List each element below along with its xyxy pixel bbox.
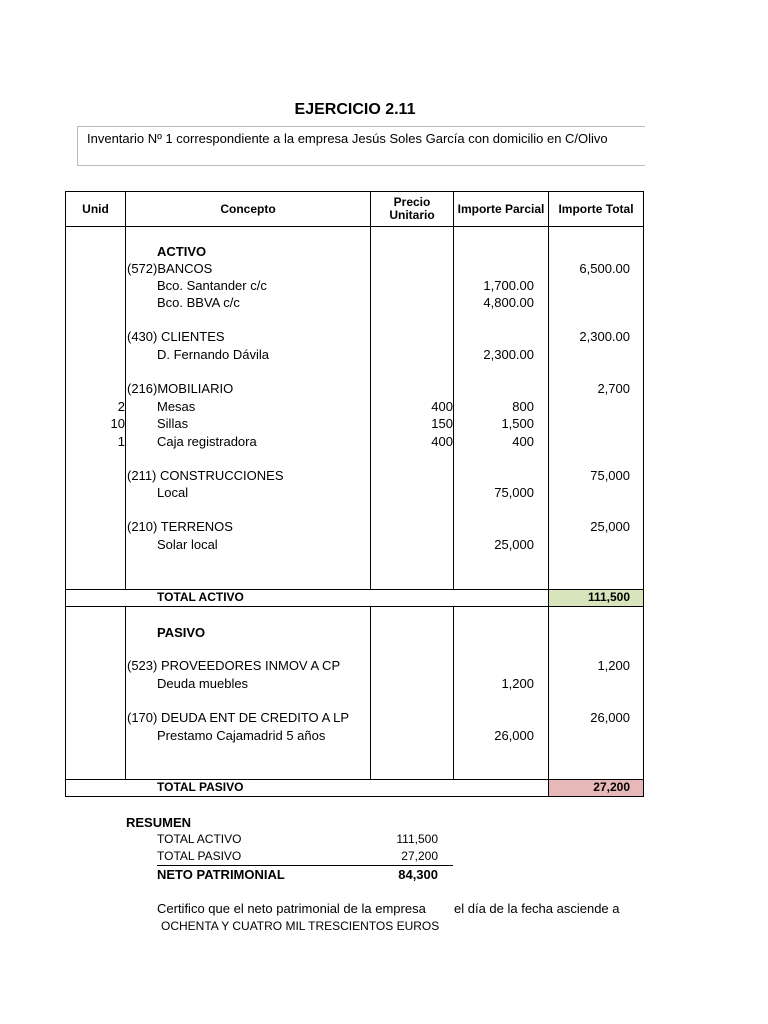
- account-terrenos: (210) TERRENOS: [127, 519, 233, 534]
- certificado-text-2: el día de la fecha asciende a: [454, 901, 620, 916]
- item-sillas: Sillas: [157, 416, 189, 431]
- total-clientes: 2,300.00: [579, 329, 630, 344]
- total-deuda-credito: 26,000: [590, 710, 630, 725]
- parcial-solar-local: 25,000: [494, 537, 534, 552]
- item-santander: Bco. Santander c/c: [157, 278, 267, 293]
- inventory-header-text: Inventario Nº 1 correspondiente a la empresa Jesús Soles García con domicilio en C/Olivo: [87, 131, 608, 146]
- account-construcciones: (211) CONSTRUCCIONES: [127, 468, 284, 483]
- total-pasivo-value: 27,200: [593, 780, 630, 794]
- neto-patrimonial-label: NETO PATRIMONIAL: [157, 867, 285, 882]
- total-proveedores: 1,200: [597, 658, 630, 673]
- total-pasivo-label: TOTAL PASIVO: [157, 780, 244, 794]
- item-bbva: Bco. BBVA c/c: [157, 295, 240, 310]
- column-header-importe-total: Importe Total: [558, 201, 634, 216]
- account-proveedores: (523) PROVEEDORES INMOV A CP: [127, 658, 341, 673]
- precio-mesas: 400: [431, 399, 453, 414]
- account-clientes: (430) CLIENTES: [127, 329, 225, 344]
- pasivo-heading: PASIVO: [157, 625, 206, 640]
- item-fernando: D. Fernando Dávila: [157, 347, 269, 362]
- total-activo-label: TOTAL ACTIVO: [157, 590, 244, 604]
- resumen-pasivo-label: TOTAL PASIVO: [157, 849, 242, 863]
- resumen-activo-label: TOTAL ACTIVO: [157, 832, 242, 846]
- item-solar-local: Solar local: [157, 537, 218, 552]
- parcial-caja: 400: [512, 434, 534, 449]
- parcial-deuda-muebles: 1,200: [501, 676, 534, 691]
- parcial-bbva: 4,800.00: [483, 295, 534, 310]
- unid-caja: 1: [117, 434, 125, 449]
- certificado-text-1: Certifico que el neto patrimonial de la empresa: [157, 901, 426, 916]
- total-activo-value: 111,500: [587, 590, 630, 604]
- account-deuda-credito: (170) DEUDA ENT DE CREDITO A LP: [127, 710, 350, 725]
- resumen-pasivo-value: 27,200: [401, 849, 438, 863]
- parcial-fernando: 2,300.00: [483, 347, 534, 362]
- item-caja-registradora: Caja registradora: [157, 434, 257, 449]
- unid-sillas: 10: [110, 416, 125, 431]
- neto-patrimonial-value: 84,300: [398, 867, 438, 882]
- parcial-sillas: 1,500: [501, 416, 534, 431]
- item-prestamo: Prestamo Cajamadrid 5 años: [157, 728, 326, 743]
- total-mobiliario: 2,700: [597, 381, 630, 396]
- account-mobiliario: (216)MOBILIARIO: [127, 381, 234, 396]
- total-construcciones: 75,000: [590, 468, 630, 483]
- parcial-prestamo: 26,000: [494, 728, 534, 743]
- column-header-importe-parcial: Importe Parcial: [457, 201, 545, 216]
- precio-caja: 400: [431, 434, 453, 449]
- activo-heading: ACTIVO: [157, 244, 207, 259]
- column-header-concepto: Concepto: [220, 201, 276, 216]
- certificado-amount-words: OCHENTA Y CUATRO MIL TRESCIENTOS EUROS: [161, 919, 440, 933]
- total-bancos: 6,500.00: [579, 261, 630, 276]
- precio-sillas: 150: [431, 416, 453, 431]
- column-header-precio-line2: Unitario: [389, 208, 435, 222]
- parcial-santander: 1,700.00: [483, 278, 534, 293]
- page-title: EJERCICIO 2.11: [294, 101, 416, 118]
- inventory-header-box: [77, 126, 645, 166]
- total-terrenos: 25,000: [590, 519, 630, 534]
- parcial-local: 75,000: [494, 485, 534, 500]
- parcial-mesas: 800: [512, 399, 534, 414]
- resumen-heading: RESUMEN: [126, 815, 192, 830]
- column-header-precio-line1: Precio: [393, 195, 431, 209]
- resumen-activo-value: 111,500: [396, 832, 438, 846]
- column-header-precio: [371, 192, 453, 226]
- account-bancos: (572)BANCOS: [127, 261, 213, 276]
- column-header-unid: Unid: [82, 201, 109, 216]
- item-deuda-muebles: Deuda muebles: [157, 676, 249, 691]
- unid-mesas: 2: [117, 399, 125, 414]
- item-mesas: Mesas: [157, 399, 196, 414]
- item-local: Local: [157, 485, 189, 500]
